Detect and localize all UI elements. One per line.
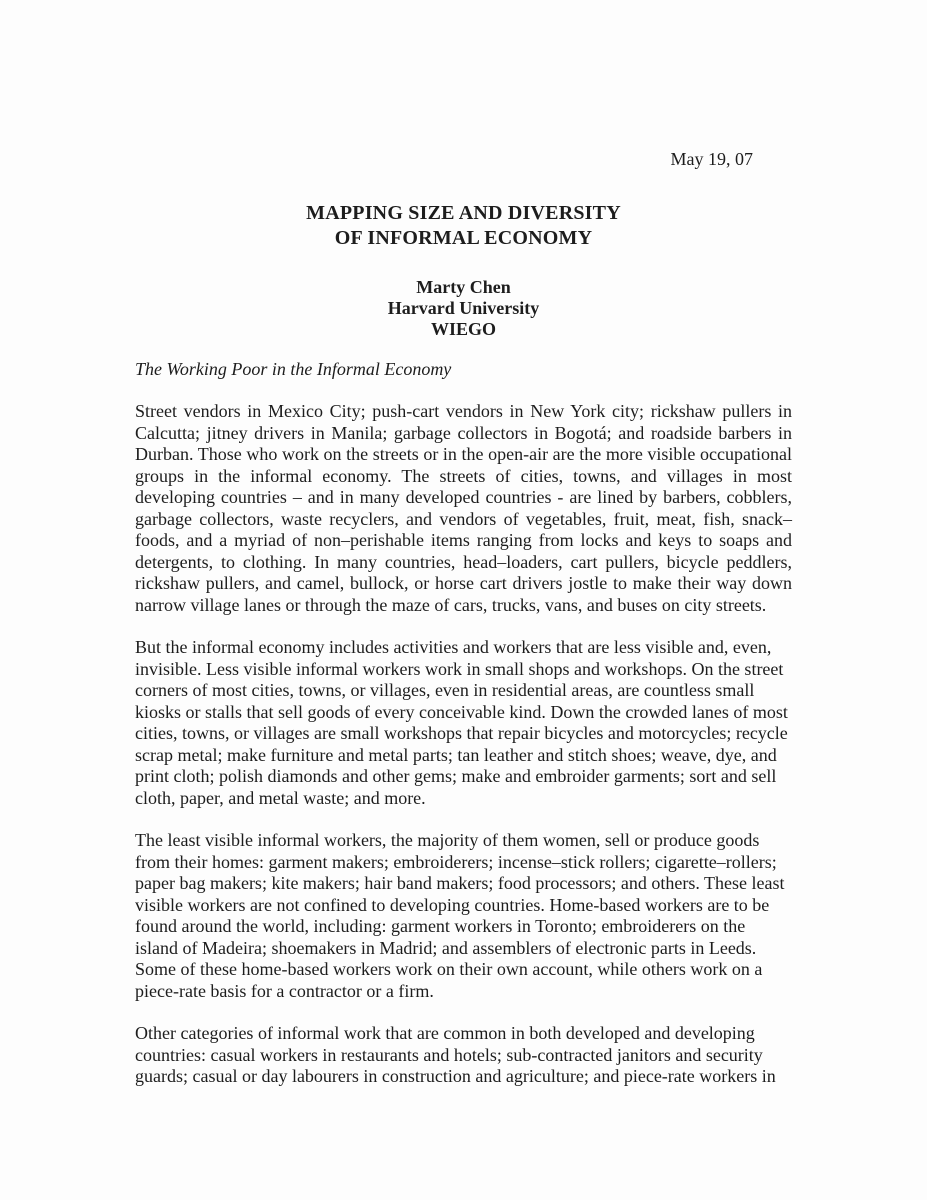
title-line-2: OF INFORMAL ECONOMY [334,226,593,249]
author-name: Marty Chen [416,276,511,297]
byline [135,277,792,340]
body-paragraph: But the informal economy includes activities and workers that are less visible and, even, invisible. Less visible informal workers work in small shops and workshops. On the street corners of most cities, towns, or villages, even in residential areas, are countless small kiosks or stalls that sell goods of every conceivable kind. Down the crowded lanes of most cities, towns, or villages are small workshops that repair bicycles and motorcycles; recycle scrap metal; make furniture and metal parts; tan leather and stitch shoes; weave, dye, and print cloth; polish diamonds and other gems; make and embroider garments; sort and sell cloth, paper, and metal waste; and more. [135,637,788,808]
document-date: May 19, 07 [670,149,753,169]
author-affiliation: Harvard University [387,297,540,318]
author-organization: WIEGO [430,318,496,339]
section-heading: The Working Poor in the Informal Economy [135,358,452,379]
document-title [135,201,792,251]
document-body [135,401,792,1088]
body-paragraph: Other categories of informal work that are common in both developed and developing countries: casual workers in restaurants and hotels; sub-contracted janitors and security guards; casual or day labourers in construction and agriculture; and piece-rate workers in [135,1023,776,1086]
title-line-1: MAPPING SIZE AND DIVERSITY [306,201,621,224]
body-paragraph: The least visible informal workers, the majority of them women, sell or produce goods from their homes: garment makers; embroiderers; incense–stick rollers; cigarette–rollers; paper bag makers; kite makers; hair band makers; food processors; and others. These least visible workers are not confined to developing countries. Home-based workers are to be found around the world, including: garment workers in Toronto; embroiderers on the island of Madeira; shoemakers in Madrid; and assemblers of electronic parts in Leeds. Some of these home-based workers work on their own account, while others work on a piece-rate basis for a contractor or a firm. [135,830,785,1001]
body-paragraph: Street vendors in Mexico City; push-cart vendors in New York city; rickshaw pullers in Calcutta; jitney drivers in Manila; garbage collectors in Bogotá; and roadside barbers in Durban. Those who work on the streets or in the open-air are the more visible occupational groups in the informal economy. The streets of cities, towns, and villages in most developing countries – and in many developed countries - are lined by barbers, cobblers, garbage collectors, waste recyclers, and vendors of vegetables, fruit, meat, fish, snack–foods, and a myriad of non–perishable items ranging from locks and keys to soaps and detergents, to clothing. In many countries, head–loaders, cart pullers, bicycle peddlers, rickshaw pullers, and camel, bullock, or horse cart drivers jostle to make their way down narrow village lanes or through the maze of cars, trucks, vans, and buses on city streets. [135,401,792,615]
